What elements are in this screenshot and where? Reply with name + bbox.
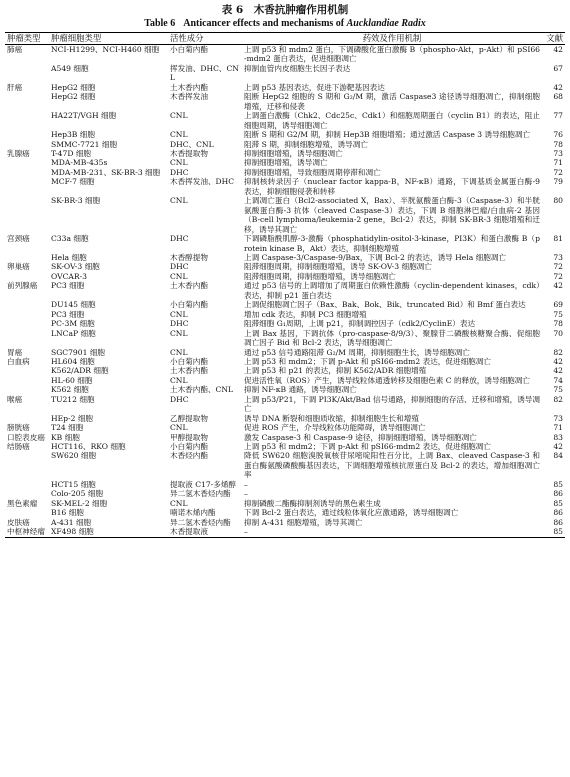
cell-reference: 84 xyxy=(553,451,563,461)
cell-cell-type: HEp-2 细胞 xyxy=(51,413,94,423)
cell-cell-type: LNCaP 细胞 xyxy=(51,328,96,338)
cell-reference: 73 xyxy=(553,252,563,262)
cell-cell-type: SGC7901 细胞 xyxy=(51,347,106,357)
cell-active-component: 木香提取液 xyxy=(168,527,242,537)
cell-reference: 42 xyxy=(553,45,563,54)
cell-mechanism: 上调 p53 和 mdm2；下调 p-Akt 和 pSI66-mdm2 表达，促进细胞凋亡 xyxy=(244,442,491,452)
cell-reference: 79 xyxy=(553,177,563,187)
cell-reference: 78 xyxy=(553,319,563,329)
cell-tumor-type: 胃癌 xyxy=(7,347,23,357)
cell-cell-type: HL-60 细胞 xyxy=(51,375,93,385)
cell-reference: 75 xyxy=(553,385,563,395)
cell-active-component: 乙醇提取物 xyxy=(170,413,208,423)
cell-reference: 68 xyxy=(553,92,563,102)
cell-cell-type: Hela 细胞 xyxy=(51,252,87,262)
cell-cell-type: K562/ADR 细胞 xyxy=(51,366,109,376)
cell-tumor-type: 宫颈癌 xyxy=(7,234,30,244)
cell-tumor-type: 白血病 xyxy=(7,356,30,366)
table-row xyxy=(5,130,565,139)
cell-mechanism: 阻断 HepG2 细胞的 S 期和 G₂/M 期，激活 Caspase3 途径诱导细胞凋亡，抑制细胞增殖，迁移和侵袭 xyxy=(244,92,540,111)
cell-cell-type: K562 细胞 xyxy=(51,385,89,395)
cell-mechanism: 上调 Caspase-3/Caspase-9/Bax，下调 Bcl-2 的表达，诱导 Hela 细胞凋亡 xyxy=(244,252,507,262)
cell-active-component: 木香提取物 xyxy=(170,148,208,158)
header-active-component: 活性成分 xyxy=(168,33,242,45)
cell-cell-type: XF498 细胞 xyxy=(49,527,168,537)
cell-active-component: 土木香内酯 xyxy=(170,82,208,92)
cell-active-component: 土木香内酯 xyxy=(170,366,208,376)
cell-mechanism: 上调 p53 和 mdm2 蛋白，下调磷酸化蛋白激酶 B（phospho-Akt，p-Akt）和 pSI66-mdm2 蛋白表达，促进细胞凋亡 xyxy=(244,45,540,64)
table-row xyxy=(5,177,565,196)
table-caption-en xyxy=(5,17,565,30)
cell-tumor-type: 黑色素瘤 xyxy=(7,498,38,508)
table-header-row xyxy=(5,33,565,45)
cell-tumor-type xyxy=(5,158,49,167)
cell-cell-type: HA22T/VGH 细胞 xyxy=(51,111,117,121)
cell-reference: 42 xyxy=(553,366,563,376)
cell-active-component: 提取液 C17-多烯醇 xyxy=(170,479,237,489)
cell-mechanism: 抑制 NF-κB 通路，诱导细胞凋亡 xyxy=(244,385,357,395)
table-row xyxy=(5,64,565,83)
cell-tumor-type: 卵巢癌 xyxy=(7,262,30,272)
cell-active-component: CNL xyxy=(170,328,188,338)
cell-reference: 73 xyxy=(553,148,563,158)
table-row xyxy=(5,385,565,394)
cell-mechanism: 激发 Caspase-3 和 Caspase-9 途径，抑制细胞增殖，诱导细胞凋亡 xyxy=(244,432,477,442)
cell-reference: 75 xyxy=(553,309,563,319)
cell-mechanism: 抑制细胞增殖，诱导凋亡 xyxy=(244,158,328,168)
table-body xyxy=(5,45,565,538)
cell-cell-type: C33a 细胞 xyxy=(51,234,89,244)
cell-active-component: 甲醇提取物 xyxy=(170,432,208,442)
cell-tumor-type xyxy=(5,168,49,177)
cell-mechanism: 上调 p53 和 p21 的表达，抑制 K562/ADR 细胞增殖 xyxy=(244,366,427,376)
cell-active-component: CNL xyxy=(170,271,188,281)
cell-cell-type: HCT116、RKO 细胞 xyxy=(51,442,126,452)
cell-tumor-type xyxy=(5,319,49,328)
cell-active-component: CNL xyxy=(170,196,188,206)
cell-tumor-type xyxy=(5,451,49,479)
table-row xyxy=(5,433,565,442)
cell-mechanism: 降低 SW620 细胞溴脱氧核苷尿嘧啶阳性百分比，上调 Bax、cleaved Caspase-3 和蛋白酶氨酸磷酸酶基因表达，下调细胞增殖核抗原蛋白及 Bcl-2 的表达，增加细胞凋亡率 xyxy=(244,451,540,480)
cell-mechanism: 促进 ROS 产生，介导线粒体功能障碍，诱导细胞凋亡 xyxy=(244,423,426,433)
cell-tumor-type xyxy=(5,414,49,423)
cell-reference: 72 xyxy=(553,262,563,272)
cell-cell-type: MDA-MB-231、SK-BR-3 细胞 xyxy=(51,167,161,177)
cell-reference: 86 xyxy=(553,517,563,527)
cell-reference: 42 xyxy=(553,281,563,291)
table-row xyxy=(5,319,565,328)
cell-reference: 80 xyxy=(553,196,563,206)
cell-tumor-type xyxy=(5,130,49,139)
cell-reference: 85 xyxy=(542,527,565,537)
table-row xyxy=(5,366,565,375)
cell-tumor-type: 结肠癌 xyxy=(7,442,30,452)
cell-tumor-type xyxy=(5,376,49,385)
cell-cell-type: KB 细胞 xyxy=(51,432,80,442)
cell-reference: 82 xyxy=(553,347,563,357)
cell-active-component: 小白菊内酯 xyxy=(170,442,208,452)
cell-mechanism: 增加 cdk 表达，抑制 PC3 细胞增殖 xyxy=(244,309,367,319)
cell-mechanism: 上调促细胞凋亡因子（Bax、Bak、Bok、Bik、truncated Bid）和 Bmf 蛋白表达 xyxy=(244,300,526,310)
cell-mechanism: 阻滞细胞周期，抑制细胞增殖，诱导细胞凋亡 xyxy=(244,271,396,281)
table-row xyxy=(5,518,565,527)
table-row xyxy=(5,158,565,167)
cell-mechanism: 阻滞 S 期，抑制细胞增殖，诱导凋亡 xyxy=(244,139,368,149)
table-row xyxy=(5,527,565,537)
cell-mechanism: 上调 p53/P21，下调 PI3K/Akt/Bad 信号通路，抑制细胞的存活、迁移和增殖，诱导凋亡 xyxy=(244,394,540,414)
cell-mechanism: 抑制细胞增殖，导致细胞周期停滞和凋亡 xyxy=(244,167,381,177)
cell-tumor-type: 口腔表皮癌 xyxy=(7,432,45,442)
cell-cell-type: A-431 细胞 xyxy=(51,517,92,527)
cell-cell-type: A549 细胞 xyxy=(51,63,89,73)
cell-active-component: 异二氢木香烃内酯 xyxy=(170,517,231,527)
cell-reference: 70 xyxy=(553,328,563,338)
cell-active-component: DHC xyxy=(170,234,189,244)
cell-cell-type: HL604 细胞 xyxy=(51,356,95,366)
cell-reference: 72 xyxy=(553,271,563,281)
cell-reference: 69 xyxy=(553,300,563,310)
cell-mechanism: 阻断 S 期和 G2/M 期，抑制 Hep3B 细胞增殖；通过激活 Caspase 3 诱导细胞凋亡 xyxy=(244,130,531,140)
cell-mechanism: 上调 p53 基因表达，促进下游靶基因表达 xyxy=(244,82,385,92)
cell-mechanism: 下调磷脂酰肌醇-3-激酶（phosphatidylin-ositol-3-kinase，PI3K）和蛋白激酶 B（protein kinase B，Akt）表达，抑制细胞增殖 xyxy=(244,234,540,253)
cell-tumor-type xyxy=(5,489,49,498)
cell-mechanism: 上调凋亡蛋白（Bcl2-associated X，Bax）、半胱氨酸蛋白酶-3（Caspase-3）和半胱氨酸蛋白酶-3 抗体（cleaved Caspase-3）表达，下调 B 细胞淋巴瘤/白血病-2 基因（B-cell lymphoma/leukemia-2 gene，Bcl-2）表达，抑制 SK-BR-3 细胞增殖和迁移，诱导其凋亡 xyxy=(244,196,540,234)
cell-cell-type: T-47D 细胞 xyxy=(51,148,92,158)
cell-tumor-type xyxy=(5,366,49,375)
cell-mechanism: 下调 Bcl-2 蛋白表达，通过线粒体氧化应激通路，诱导细胞凋亡 xyxy=(244,508,459,518)
cell-active-component: DHC、CNL xyxy=(170,139,214,149)
cell-mechanism: 上调蛋白激酶（Chk2、Cdc25c、Cdk1）和细胞周期蛋白（cyclin B1）的表达，阻止细胞周期，诱导细胞凋亡 xyxy=(244,111,540,130)
cell-active-component: CNL xyxy=(170,375,188,385)
cell-mechanism: 通过 p53 信号通路阻滞 G₂/M 周期，抑制细胞生长，诱导细胞凋亡 xyxy=(244,347,470,357)
header-reference: 文献 xyxy=(542,33,565,45)
cell-active-component: 挥发油、DHC、CNL xyxy=(170,63,239,83)
cell-tumor-type: 乳腺癌 xyxy=(7,148,30,158)
cell-cell-type: SW620 细胞 xyxy=(51,451,97,461)
cell-mechanism: 诱导 DNA 断裂和细胞质收缩，抑制细胞生长和增殖 xyxy=(244,413,419,423)
cell-cell-type: HepG2 细胞 xyxy=(51,92,96,102)
table-row xyxy=(5,414,565,423)
cell-active-component: CNL xyxy=(170,423,188,433)
cell-tumor-type: 肺癌 xyxy=(7,45,23,54)
cell-active-component: CNL xyxy=(170,498,188,508)
cell-mechanism: 抑制血管内皮细胞生长因子表达 xyxy=(244,63,351,73)
cell-reference: 83 xyxy=(553,432,563,442)
table-label: Table 6 xyxy=(144,18,176,29)
cell-tumor-type xyxy=(5,64,49,83)
cell-reference: 78 xyxy=(553,139,563,149)
cell-cell-type: Hep3B 细胞 xyxy=(51,130,95,140)
table-row xyxy=(5,83,565,92)
cell-tumor-type: 前列腺癌 xyxy=(7,281,38,291)
cell-reference: 73 xyxy=(553,413,563,423)
table-row xyxy=(5,92,565,111)
cell-cell-type: PC3 细胞 xyxy=(51,281,85,291)
cell-mechanism: 抑制细胞增殖，诱导细胞凋亡 xyxy=(244,148,343,158)
cell-active-component: 木香醇提物 xyxy=(170,252,208,262)
cell-cell-type: HepG2 细胞 xyxy=(51,82,96,92)
cell-mechanism: 促进活性氧（ROS）产生，诱导线粒体通透转移及细胞色素 C 的释放，诱导细胞凋亡 xyxy=(244,375,530,385)
cell-reference: 71 xyxy=(553,423,563,433)
table-row xyxy=(5,196,565,234)
cell-mechanism: – xyxy=(244,489,248,499)
cell-tumor-type: 中枢神经瘤 xyxy=(5,527,49,537)
table-row xyxy=(5,272,565,281)
cell-tumor-type: 肝癌 xyxy=(7,82,23,92)
cell-cell-type: SK-OV-3 细胞 xyxy=(51,262,100,272)
cell-active-component: CNL xyxy=(170,111,188,121)
table-row xyxy=(5,489,565,498)
table-title-species: Aucklandiae Radix xyxy=(346,18,426,29)
table-row xyxy=(5,45,565,64)
cell-tumor-type xyxy=(5,508,49,517)
cell-tumor-type xyxy=(5,140,49,149)
cell-active-component: 土木香内酯 xyxy=(170,281,208,291)
cell-reference: 74 xyxy=(553,375,563,385)
cell-reference: 42 xyxy=(553,442,563,452)
table-row xyxy=(5,168,565,177)
cell-reference: 82 xyxy=(553,394,563,404)
cell-cell-type: SK-BR-3 细胞 xyxy=(51,196,101,206)
cell-active-component: CNL xyxy=(170,309,188,319)
cell-reference: 81 xyxy=(553,234,563,244)
cell-tumor-type xyxy=(5,272,49,281)
table-caption-cn: 表 6 木香抗肿瘤作用机制 xyxy=(221,4,349,16)
cell-cell-type: MCF-7 细胞 xyxy=(51,177,95,187)
cell-active-component: 木香挥发油、DHC xyxy=(170,177,235,187)
cell-cell-type: OVCAR-3 xyxy=(51,271,87,281)
cell-tumor-type xyxy=(5,480,49,489)
cell-reference: 85 xyxy=(553,479,563,489)
cell-mechanism: 抑制磷酸二酯酶抑制剂诱导的黑色素生成 xyxy=(244,498,381,508)
cell-tumor-type xyxy=(5,253,49,262)
cell-cell-type: MDA-MB-435s xyxy=(51,158,108,168)
table-row xyxy=(5,140,565,149)
header-tumor-type: 肿瘤类型 xyxy=(5,33,49,45)
cell-active-component: 土木香内酯、CNL xyxy=(170,385,234,395)
cell-active-component: 喃诺木烯内酯 xyxy=(170,508,216,518)
cell-tumor-type: 皮肤癌 xyxy=(7,517,30,527)
table-row xyxy=(5,480,565,489)
cell-active-component: 木香烃内酯 xyxy=(170,451,208,461)
cell-tumor-type: 膀胱癌 xyxy=(7,423,30,433)
cell-active-component: 木香挥发油 xyxy=(170,92,208,102)
cell-reference: 72 xyxy=(553,167,563,177)
cell-reference: 86 xyxy=(553,489,563,499)
table-title: Anticancer effects and mechanisms of xyxy=(183,18,345,29)
table-row xyxy=(5,423,565,432)
cell-active-component: 小白菊内酯 xyxy=(170,356,208,366)
table-row xyxy=(5,310,565,319)
cell-cell-type: T24 细胞 xyxy=(51,423,84,433)
table-row xyxy=(5,357,565,366)
table-row xyxy=(5,281,565,300)
cell-active-component: CNL xyxy=(170,158,188,168)
table-row xyxy=(5,253,565,262)
cell-cell-type: TU212 细胞 xyxy=(51,394,95,404)
cell-reference: 76 xyxy=(553,130,563,140)
cell-reference: 42 xyxy=(553,356,563,366)
cell-mechanism: 上调 p53 和 mdm2；下调 p-Akt 和 pSI66-mdm2 表达，促进细胞凋亡 xyxy=(244,356,491,366)
table-row xyxy=(5,300,565,309)
cell-cell-type: PC3 细胞 xyxy=(51,309,85,319)
cell-active-component: DHC xyxy=(170,167,189,177)
cell-reference: 71 xyxy=(553,158,563,168)
cell-cell-type: DU145 细胞 xyxy=(51,300,96,310)
cell-mechanism: – xyxy=(244,479,248,489)
cell-active-component: 小白菊内酯 xyxy=(170,45,208,54)
cell-tumor-type: 喉癌 xyxy=(7,394,23,404)
cell-mechanism: 抑制核转录因子（nuclear factor kappa-B，NF-κB）通路，下调基质金属蛋白酶-9 表达，抑制细胞侵袭和转移 xyxy=(244,177,540,196)
table-row xyxy=(5,499,565,508)
table-row xyxy=(5,262,565,271)
table-row xyxy=(5,329,565,348)
cell-mechanism: 阻滞细胞 G₁周期，上调 p21，抑制调控因子（cdk2/CyclinE）表达 xyxy=(244,319,476,329)
cell-active-component: CNL xyxy=(170,130,188,140)
cell-mechanism: 通过 p53 信号的上调增加了周期蛋白依赖性激酶（cyclin-dependent kinases，cdk）表达，抑制 p21 蛋白表达 xyxy=(244,281,540,300)
cell-tumor-type xyxy=(5,196,49,234)
mechanism-table xyxy=(5,32,565,538)
cell-active-component: CNL xyxy=(170,347,188,357)
cell-tumor-type xyxy=(5,92,49,111)
cell-mechanism: 抑制 A-431 细胞增殖，诱导其凋亡 xyxy=(244,517,363,527)
cell-cell-type: B16 细胞 xyxy=(51,508,84,518)
cell-tumor-type xyxy=(5,177,49,196)
header-cell-type: 肿瘤细胞类型 xyxy=(49,33,168,45)
cell-active-component: 异二氢木香烃内酯 xyxy=(170,489,231,499)
table-row xyxy=(5,395,565,414)
header-mechanism: 药效及作用机制 xyxy=(242,33,542,45)
cell-tumor-type xyxy=(5,329,49,348)
table-row xyxy=(5,234,565,253)
cell-cell-type: HCT15 细胞 xyxy=(51,479,96,489)
cell-tumor-type xyxy=(5,111,49,130)
cell-active-component: 小白菊内酯 xyxy=(170,300,208,310)
cell-cell-type: PC-3M 细胞 xyxy=(51,319,95,329)
cell-cell-type: NCI-H1299、NCI-H460 细胞 xyxy=(51,45,160,54)
cell-reference: 77 xyxy=(553,111,563,121)
cell-mechanism: 上调 Bax 基因，下调抗体（pro-caspase-8/9/3）、聚腺苷二磷酸核糖聚合酶、促细胞凋亡因子 Bid 和 Bcl-2 表达，诱导细胞凋亡 xyxy=(244,328,540,348)
cell-cell-type: SMMC-7721 细胞 xyxy=(51,139,118,149)
cell-active-component: DHC xyxy=(170,319,189,329)
cell-reference: 86 xyxy=(553,508,563,518)
cell-active-component: DHC xyxy=(170,394,189,404)
table-row xyxy=(5,451,565,479)
cell-reference: 67 xyxy=(553,63,563,73)
cell-reference: 85 xyxy=(553,498,563,508)
cell-tumor-type xyxy=(5,300,49,309)
cell-reference: 42 xyxy=(553,82,563,92)
cell-cell-type: Colo-205 细胞 xyxy=(51,489,104,499)
cell-tumor-type xyxy=(5,310,49,319)
table-row xyxy=(5,376,565,385)
cell-tumor-type xyxy=(5,385,49,394)
cell-mechanism: 阻滞细胞周期，抑制细胞增殖，诱导 SK-OV-3 细胞凋亡 xyxy=(244,262,432,272)
table-row xyxy=(5,508,565,517)
cell-mechanism: – xyxy=(242,527,542,537)
cell-active-component: DHC xyxy=(170,262,189,272)
table-row xyxy=(5,348,565,357)
table-row xyxy=(5,111,565,130)
cell-cell-type: SK-MEL-2 细胞 xyxy=(51,498,108,508)
